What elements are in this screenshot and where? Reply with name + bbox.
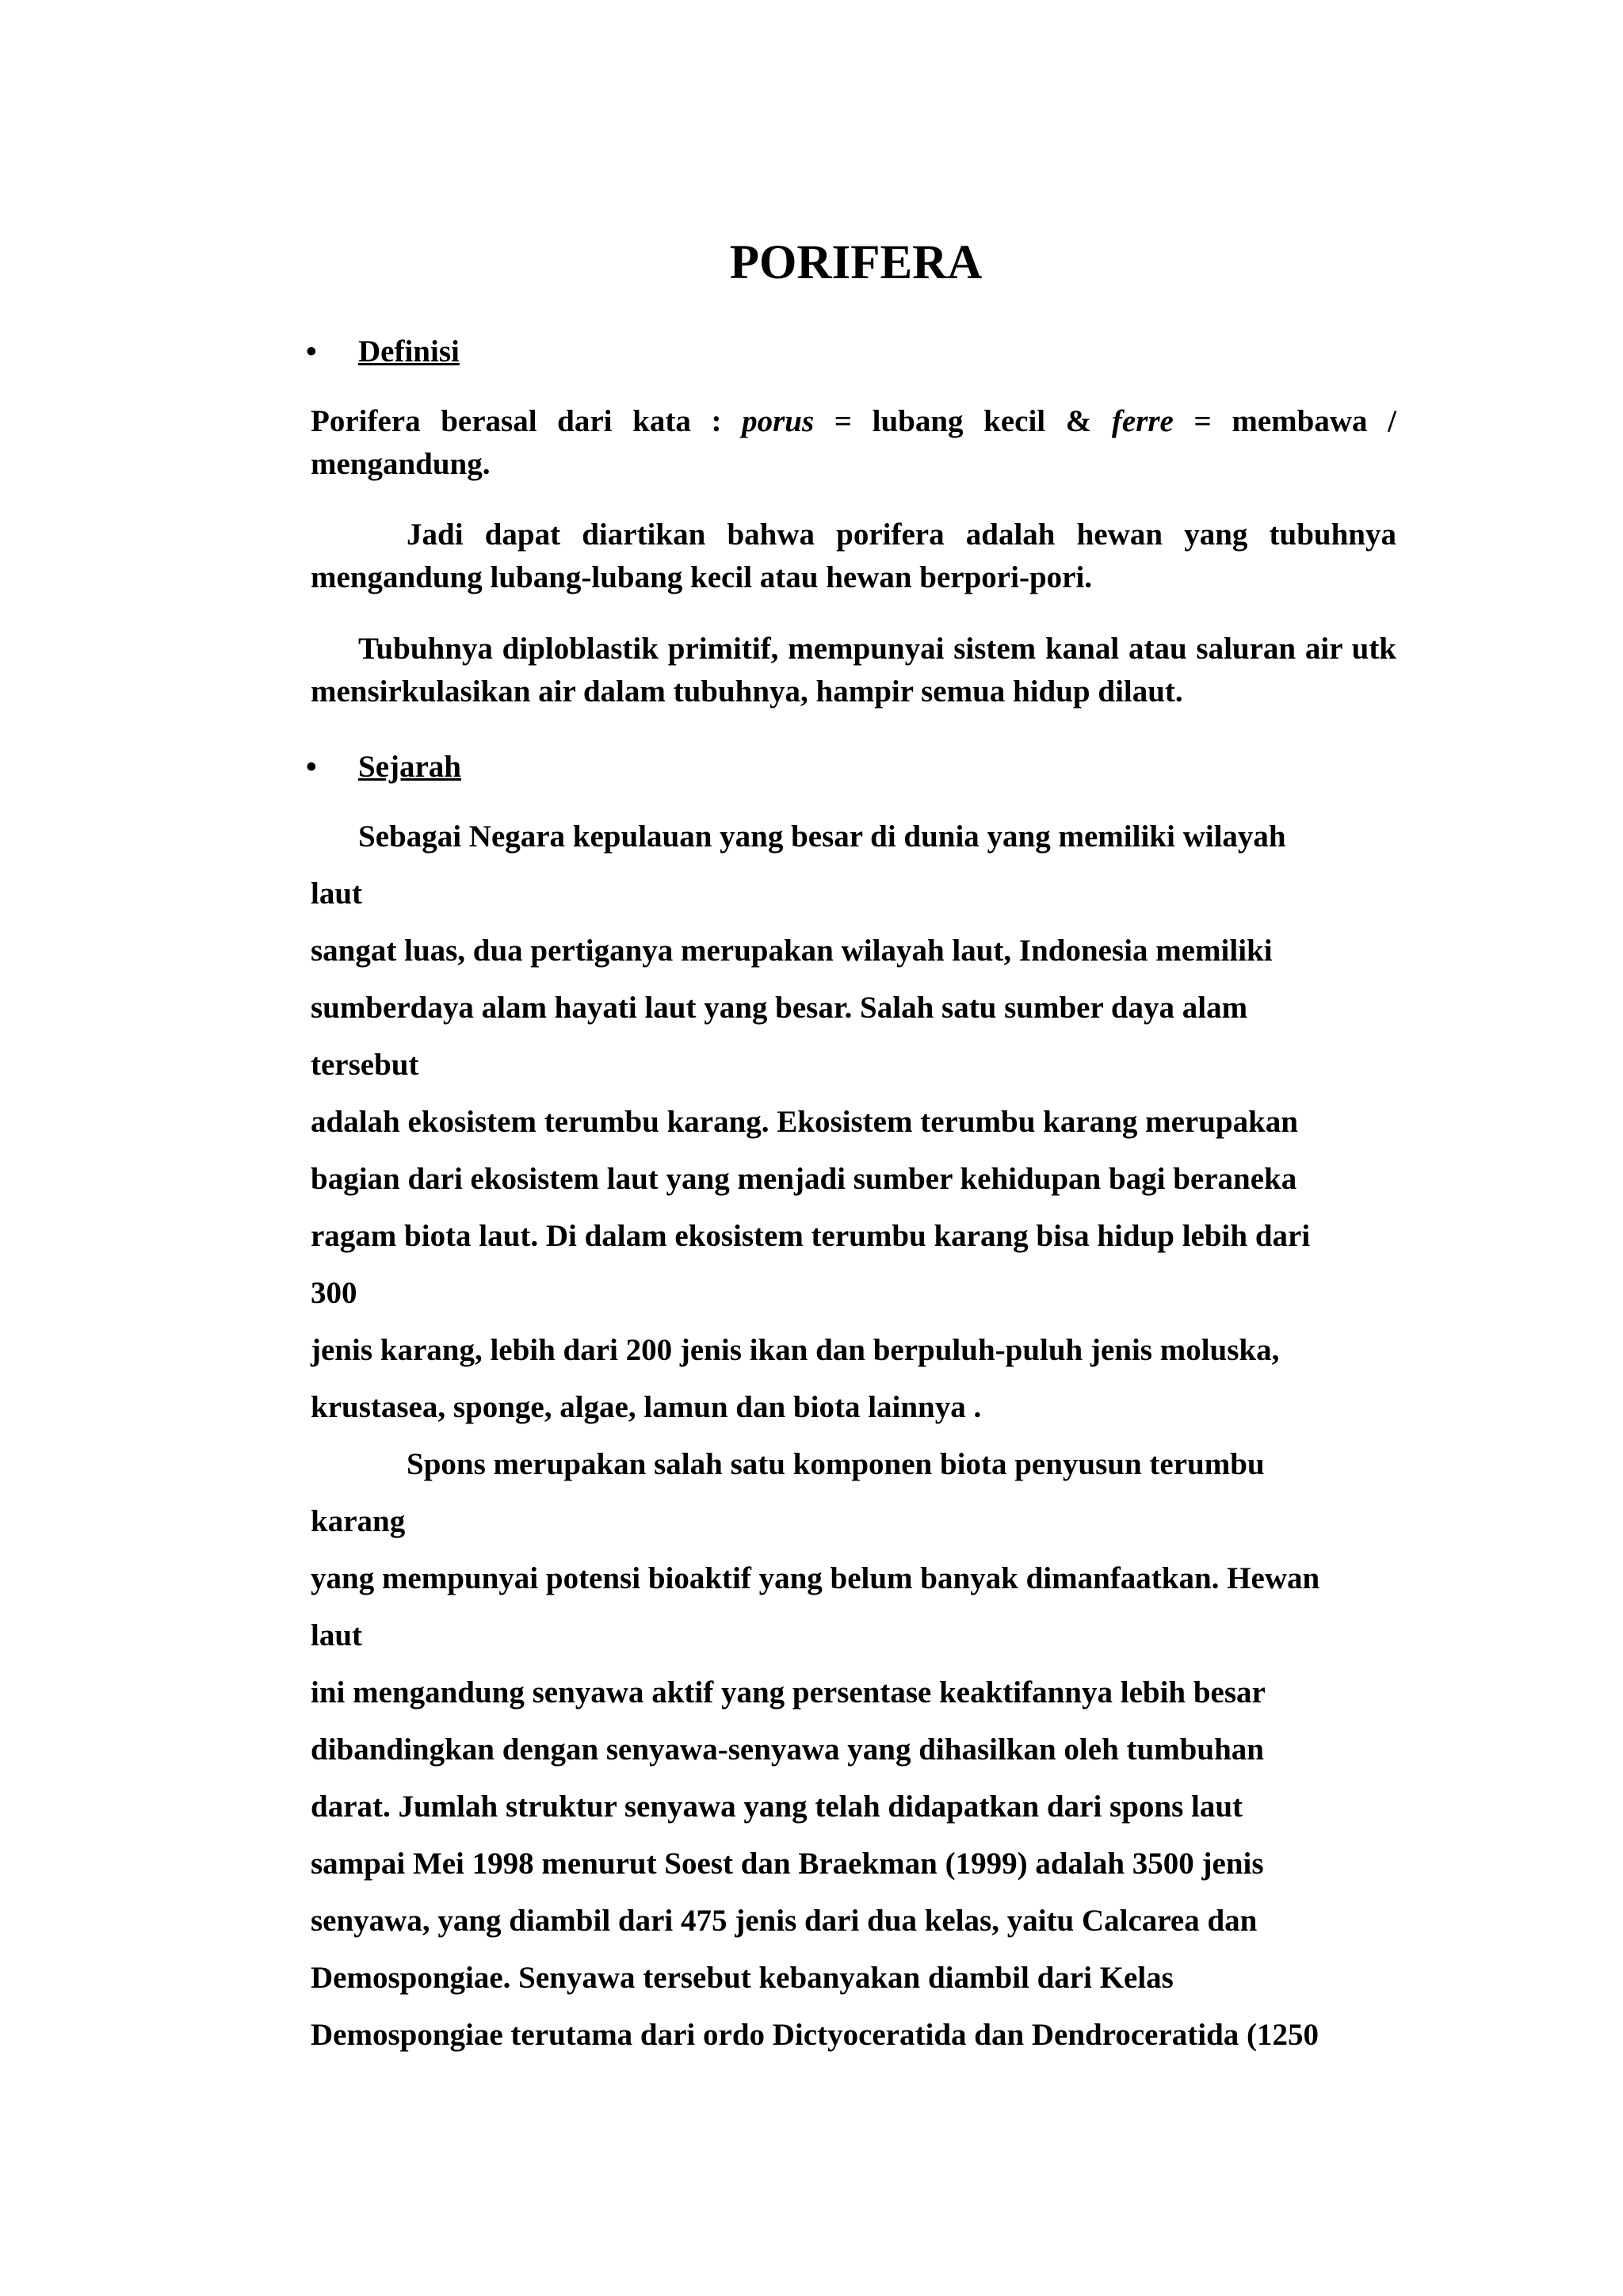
- text-line: laut: [311, 1618, 363, 1652]
- text-line: Demospongiae. Senyawa tersebut kebanyakan diambil dari Kelas: [311, 1961, 1174, 1995]
- section-heading-definisi: [306, 331, 460, 372]
- text-line: jenis karang, lebih dari 200 jenis ikan dan berpuluh-puluh jenis moluska,: [311, 1333, 1280, 1367]
- text-line: sampai Mei 1998 menurut Soest dan Braekman (1999) adalah 3500 jenis: [311, 1847, 1264, 1881]
- latin-term: porus: [742, 404, 815, 438]
- text-line: yang mempunyai potensi bioaktif yang belum banyak dimanfaatkan. Hewan: [311, 1561, 1320, 1595]
- text-line: darat. Jumlah struktur senyawa yang telah didapatkan dari spons laut: [311, 1790, 1243, 1824]
- text-line: 300: [311, 1276, 357, 1310]
- text-line: krustasea, sponge, algae, lamun dan biota lainnya .: [311, 1390, 982, 1424]
- text-line: bagian dari ekosistem laut yang menjadi sumber kehidupan bagi beraneka: [311, 1162, 1297, 1196]
- text-line: karang: [311, 1504, 406, 1538]
- paragraph-definition: [311, 400, 1396, 486]
- section-heading-label: Sejarah: [358, 750, 461, 784]
- text-line: dibandingkan dengan senyawa-senyawa yang dihasilkan oleh tumbuhan: [311, 1733, 1264, 1767]
- text-run: = lubang kecil &: [814, 404, 1112, 438]
- text-line: ini mengandung senyawa aktif yang persentase keaktifannya lebih besar: [311, 1675, 1266, 1710]
- text-line: ragam biota laut. Di dalam ekosistem terumbu karang bisa hidup lebih dari: [311, 1219, 1311, 1253]
- text-run: = membawa / mengandung.: [311, 404, 1396, 481]
- bullet-icon: •: [306, 750, 317, 784]
- text-line: laut: [311, 877, 363, 911]
- latin-term: ferre: [1111, 404, 1174, 438]
- text-line: sumberdaya alam hayati laut yang besar. Salah satu sumber daya alam: [311, 991, 1248, 1025]
- paragraph-body-structure: Tubuhnya diploblastik primitif, mempunyai sistem kanal atau saluran air utk mensirkulasikan air dalam tubuhnya, hampir semua hidup dilaut.: [311, 632, 1396, 709]
- text-line: Spons merupakan salah satu komponen biota penyusun terumbu: [407, 1447, 1265, 1481]
- text-line: tersebut: [311, 1048, 419, 1082]
- page-title: PORIFERA: [729, 236, 983, 289]
- text-line: senyawa, yang diambil dari 475 jenis dari dua kelas, yaitu Calcarea dan: [311, 1904, 1258, 1938]
- section-heading-sejarah: [306, 747, 461, 788]
- text-run: Porifera berasal dari kata :: [311, 404, 743, 438]
- text-line: Demospongiae terutama dari ordo Dictyoceratida dan Dendroceratida (1250: [311, 2018, 1319, 2052]
- text-line: Sebagai Negara kepulauan yang besar di dunia yang memiliki wilayah: [358, 819, 1286, 854]
- section-heading-label: Definisi: [358, 334, 460, 369]
- paragraph-meaning: Jadi dapat diartikan bahwa porifera adalah hewan yang tubuhnya mengandung lubang-lubang kecil atau hewan berpori-pori.: [311, 518, 1396, 594]
- bullet-icon: •: [306, 334, 317, 369]
- text-line: adalah ekosistem terumbu karang. Ekosistem terumbu karang merupakan: [311, 1105, 1298, 1139]
- text-line: sangat luas, dua pertiganya merupakan wilayah laut, Indonesia memiliki: [311, 934, 1273, 968]
